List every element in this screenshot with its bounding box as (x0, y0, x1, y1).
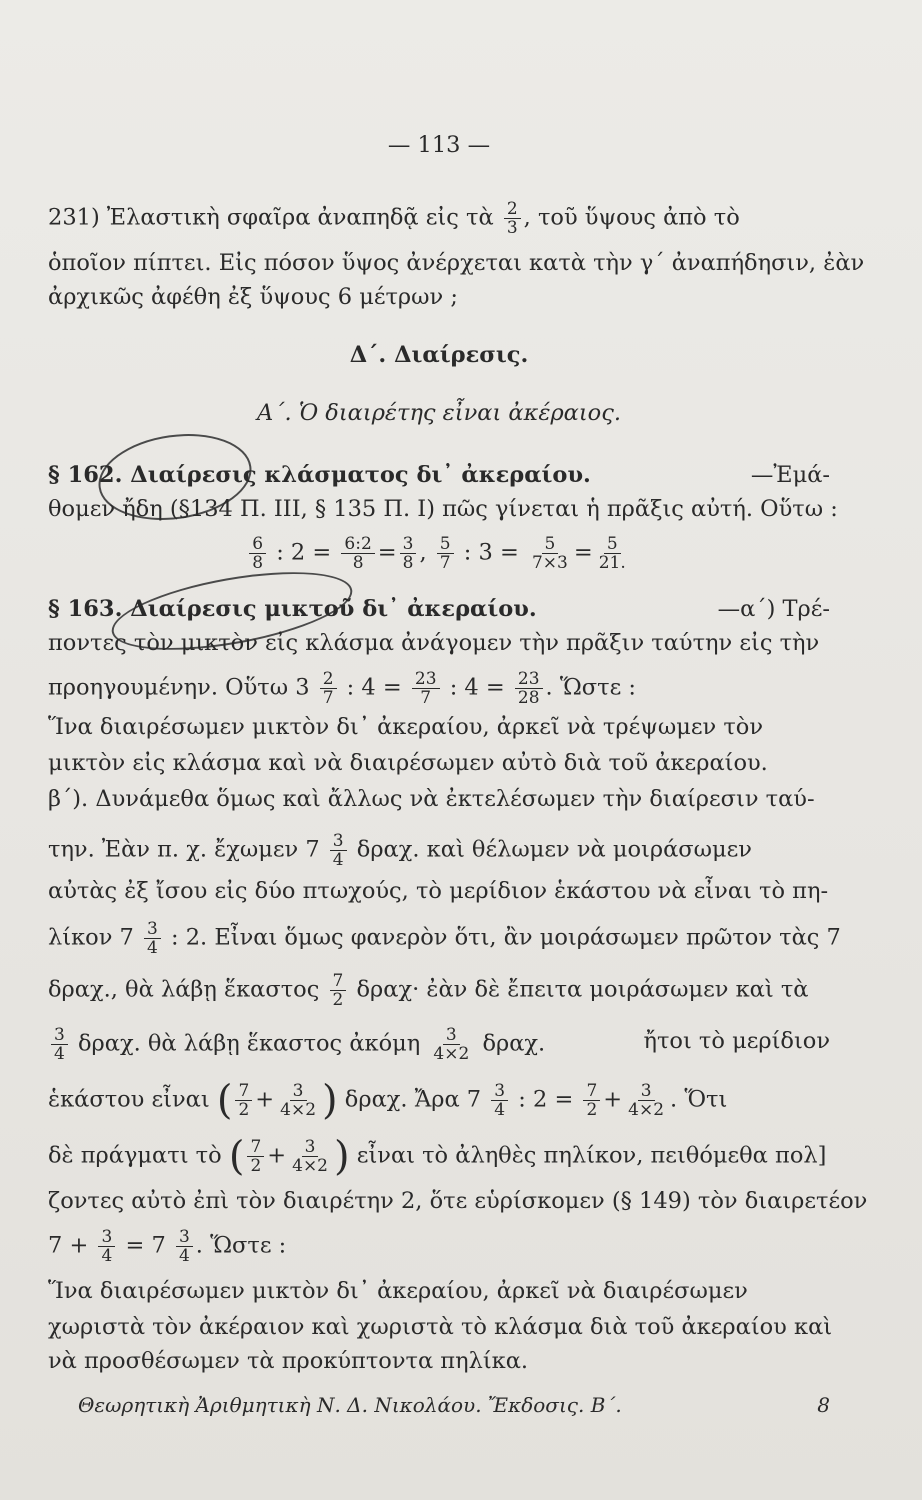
equation-163: προηγουμένην. Οὕτω 3 $\frac{2}{7}$ : 4 = $\frac{23}{7}$ : 4 = $\frac{23}{28}$ . Ὥστε : (48, 669, 636, 708)
printer-signature: 8 (817, 1393, 830, 1417)
problem-231-line-1: 231) Ἐλαστικὴ σφαῖρα ἀναπηδᾷ εἰς τὰ $\frac{2}{3}$ , τοῦ ὕψους ἀπὸ τὸ (48, 199, 740, 238)
text-line: ποντες τὸν μικτὸν εἰς κλάσμα ἀνάγομεν τὴν πρᾶξιν ταύτην εἰς τὴν (48, 630, 820, 656)
equation-162: $\frac{6}{8}$ : 2 = $\frac{6:2}{8}$ = $\frac{3}{8}$ , $\frac{5}{7}$ : 3 = $\frac{5}{7\times 3}$ = $\frac{5}{21.}$ (48, 535, 830, 572)
rule-text-line: μικτὸν εἰς κλάσμα καὶ νὰ διαιρέσωμεν αὐτὸ διὰ τοῦ ἀκεραίου. (48, 750, 768, 776)
text-line: ζοντες αὐτὸ ἐπὶ τὸν διαιρέτην 2, ὅτε εὑρίσκομεν (§ 149) τὸν διαιρετέον (48, 1188, 868, 1214)
text-line: β΄). Δυνάμεθα ὅμως καὶ ἄλλως νὰ ἐκτελέσωμεν τὴν διαίρεσιν ταύ- (48, 786, 815, 812)
text-line: $\frac{3}{4}$ δραχ. θὰ λάβῃ ἕκαστος ἀκόμη $\frac{3}{4\times 2}$ δραχ. ἤτοι τὸ μερίδιον (48, 1026, 830, 1063)
text-line: ὁποῖον πίπτει. Εἰς πόσον ὕψος ἀνέρχεται κατὰ τὴν γ΄ ἀναπήδησιν, ἐὰν (48, 250, 865, 276)
equation-line: ἑκάστου εἶναι ( $\frac{7}{2}$ + $\frac{3}{4\times 2}$ ) δραχ. Ἄρα 7 $\frac{3}{4}$ : 2 = $\frac{7}{2}$ + $\frac{3}{4\times 2}$ . Ὅτι (48, 1077, 728, 1124)
paragraph-162-heading: § 162. Διαίρεσις κλάσματος δι᾿ ἀκεραίου. —Ἐμά- (48, 462, 830, 488)
rule-text-line: Ἵνα διαιρέσωμεν μικτὸν δι᾿ ἀκεραίου, ἀρκεῖ νὰ τρέψωμεν τὸν (48, 714, 764, 740)
footer-title: Θεωρητικὴ Ἀριθμητικὴ Ν. Δ. Νικολάου. Ἔκδοσις. Β΄. (78, 1393, 622, 1417)
rule-text-line: χωριστὰ τὸν ἀκέραιον καὶ χωριστὰ τὸ κλάσμα διὰ τοῦ ἀκεραίου καὶ (48, 1314, 833, 1340)
fraction: $\frac{2}{3}$ (504, 200, 521, 237)
text-line: θομεν ἤδη (§134 Π. ΙΙΙ, § 135 Π. Ι) πῶς γίνεται ἡ πρᾶξις αὐτή. Οὕτω : (48, 496, 838, 522)
page-number: — 113 — (387, 132, 491, 158)
rule-text-line: νὰ προσθέσωμεν τὰ προκύπτοντα πηλίκα. (48, 1348, 529, 1374)
text-line: αὐτὰς ἐξ ἴσου εἰς δύο πτωχούς, τὸ μερίδιον ἑκάστου νὰ εἶναι τὸ πη- (48, 878, 829, 904)
text-line: ἀρχικῶς ἀφέθη ἐξ ὕψους 6 μέτρων ; (48, 284, 458, 310)
text-line: λίκον 7 $\frac{3}{4}$ : 2. Εἶναι ὅμως φανερὸν ὅτι, ἂν μοιράσωμεν πρῶτον τὰς 7 (48, 919, 841, 958)
section-heading: Δ΄. Διαίρεσις. (349, 342, 529, 368)
subsection-heading: Α΄. Ὁ διαιρέτης εἶναι ἀκέραιος. (257, 400, 621, 426)
text-line: δραχ., θὰ λάβῃ ἕκαστος $\frac{7}{2}$ δραχ· ἐὰν δὲ ἔπειτα μοιράσωμεν καὶ τὰ (48, 971, 809, 1010)
rule-text-line: Ἵνα διαιρέσωμεν μικτὸν δι᾿ ἀκεραίου, ἀρκεῖ νὰ διαιρέσωμεν (48, 1278, 748, 1304)
page-footer (48, 1390, 830, 1420)
equation-line: 7 + $\frac{3}{4}$ = 7 $\frac{3}{4}$ . Ὥστε : (48, 1227, 287, 1266)
equation-line: δὲ πράγματι τὸ ( $\frac{7}{2}$ + $\frac{3}{4\times 2}$ ) εἶναι τὸ ἀληθὲς πηλίκον, πειθόμεθα πολ] (48, 1133, 827, 1180)
text-line: την. Ἐὰν π. χ. ἔχωμεν 7 $\frac{3}{4}$ δραχ. καὶ θέλωμεν νὰ μοιράσωμεν (48, 831, 752, 870)
paragraph-163-heading: § 163. Διαίρεσις μικτοῦ δι᾿ ἀκεραίου. —α΄) Τρέ- (48, 596, 830, 622)
